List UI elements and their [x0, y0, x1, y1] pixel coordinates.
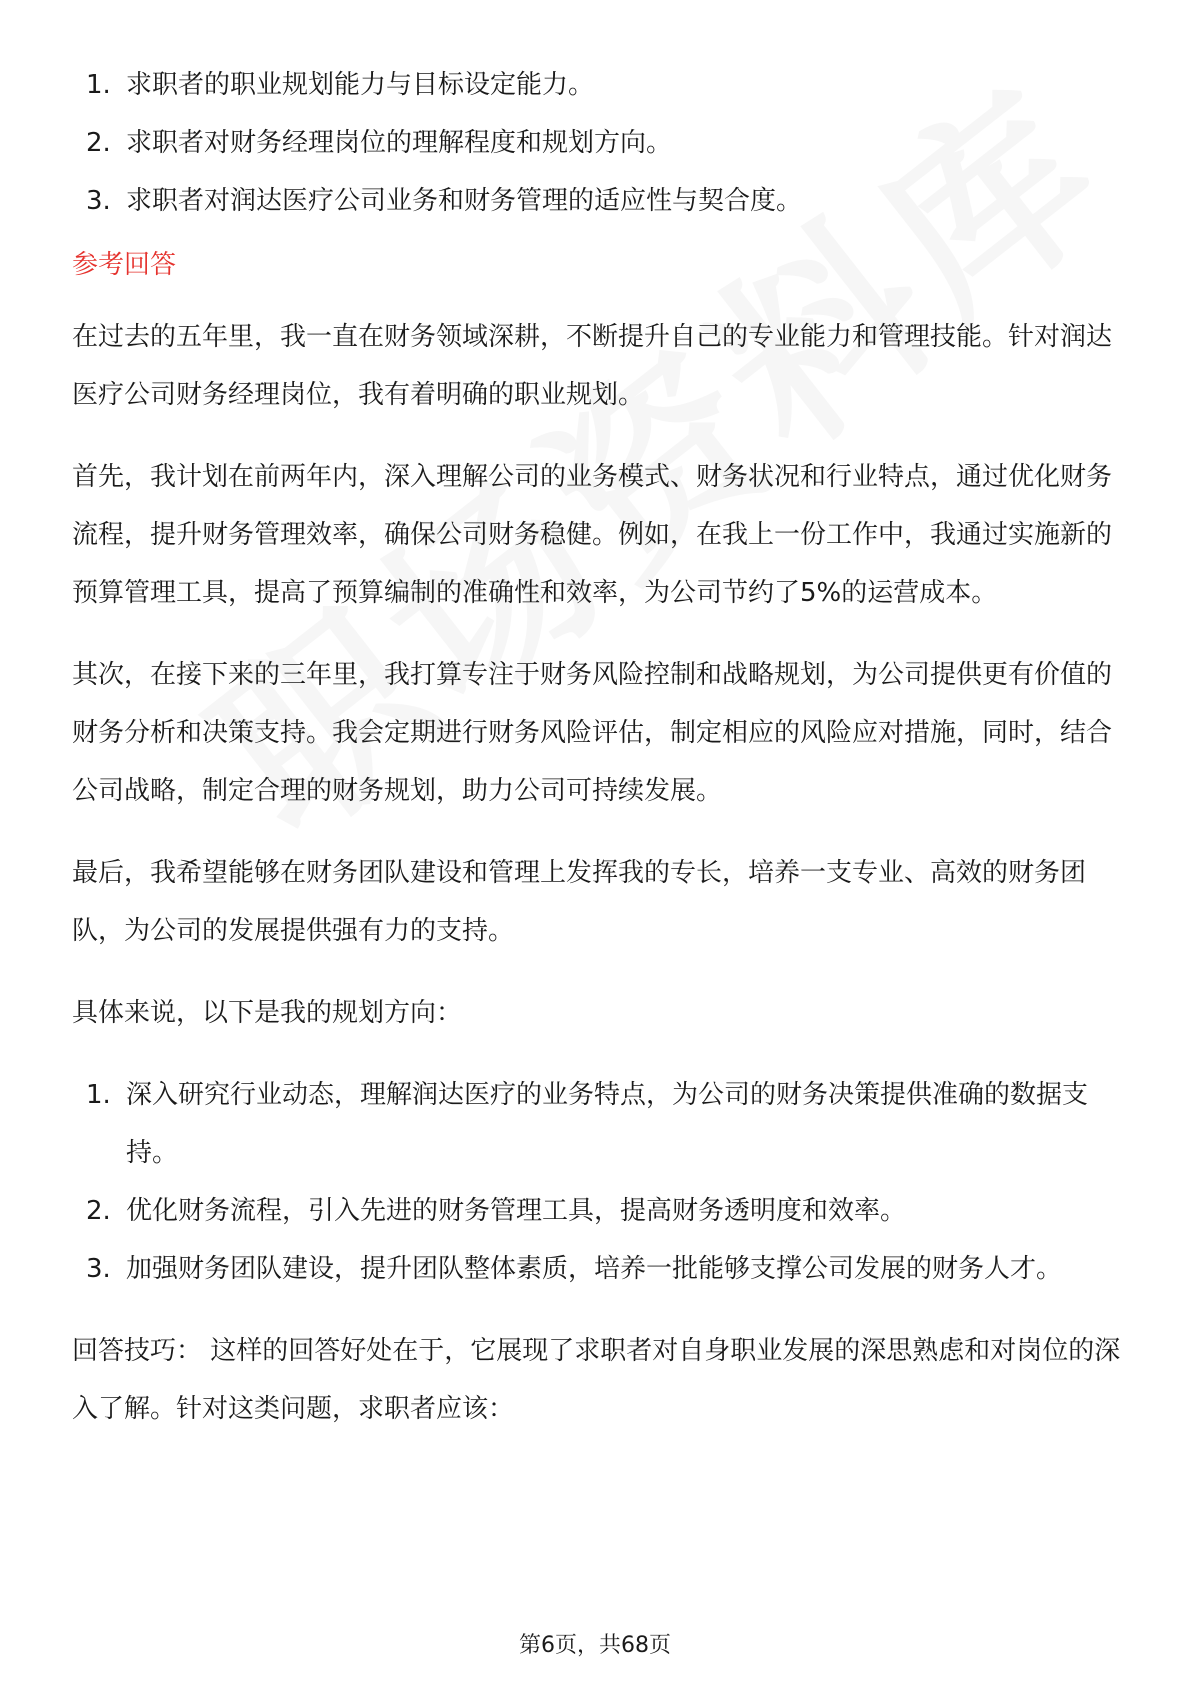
- page-content: [72, 56, 1122, 1462]
- list-number: 2.: [86, 128, 111, 158]
- answer-tip: 回答技巧： 这样的回答好处在于，它展现了求职者对自身职业发展的深思熟虑和对岗位的深入了解。针对这类问题，求职者应该：: [72, 1336, 1121, 1424]
- list-text: 求职者对润达医疗公司业务和财务管理的适应性与契合度。: [126, 186, 803, 216]
- paragraph: 其次，在接下来的三年里，我打算专注于财务风险控制和战略规划，为公司提供更有价值的财务分析和决策支持。我会定期进行财务风险评估，制定相应的风险应对措施，同时，结合公司战略，制定合理的财务规划，助力公司可持续发展。: [72, 660, 1113, 806]
- list-text: 深入研究行业动态，理解润达医疗的业务特点，为公司的财务决策提供准确的数据支持。: [126, 1080, 1089, 1168]
- list-number: 1.: [86, 1080, 111, 1110]
- list-item: [72, 1182, 1122, 1240]
- paragraph: 最后，我希望能够在财务团队建设和管理上发挥我的专长，培养一支专业、高效的财务团队，为公司的发展提供强有力的支持。: [72, 858, 1087, 946]
- list-number: 1.: [86, 70, 111, 100]
- list-text: 求职者的职业规划能力与目标设定能力。: [126, 70, 595, 100]
- list-item: [72, 1066, 1122, 1182]
- section-heading: 参考回答: [72, 250, 177, 280]
- list-number: 2.: [86, 1196, 111, 1226]
- list-number: 3.: [86, 186, 111, 216]
- list-text: 求职者对财务经理岗位的理解程度和规划方向。: [126, 128, 673, 158]
- paragraph: 具体来说，以下是我的规划方向：: [72, 998, 463, 1028]
- list-item: [72, 172, 1122, 230]
- evaluation-points-list: [72, 56, 1122, 230]
- page-number-footer: 第6页，共68页: [519, 1633, 671, 1658]
- plan-directions-list: [72, 1066, 1122, 1298]
- paragraph: 在过去的五年里，我一直在财务领域深耕，不断提升自己的专业能力和管理技能。针对润达医疗公司财务经理岗位，我有着明确的职业规划。: [72, 322, 1113, 410]
- list-item: [72, 56, 1122, 114]
- list-number: 3.: [86, 1254, 111, 1284]
- list-text: 加强财务团队建设，提升团队整体素质，培养一批能够支撑公司发展的财务人才。: [126, 1254, 1063, 1284]
- list-text: 优化财务流程，引入先进的财务管理工具，提高财务透明度和效率。: [126, 1196, 907, 1226]
- paragraph: 首先，我计划在前两年内，深入理解公司的业务模式、财务状况和行业特点，通过优化财务流程，提升财务管理效率，确保公司财务稳健。例如，在我上一份工作中，我通过实施新的预算管理工具，提高了预算编制的准确性和效率，为公司节约了5%的运营成本。: [72, 462, 1113, 608]
- list-item: [72, 1240, 1122, 1298]
- list-item: [72, 114, 1122, 172]
